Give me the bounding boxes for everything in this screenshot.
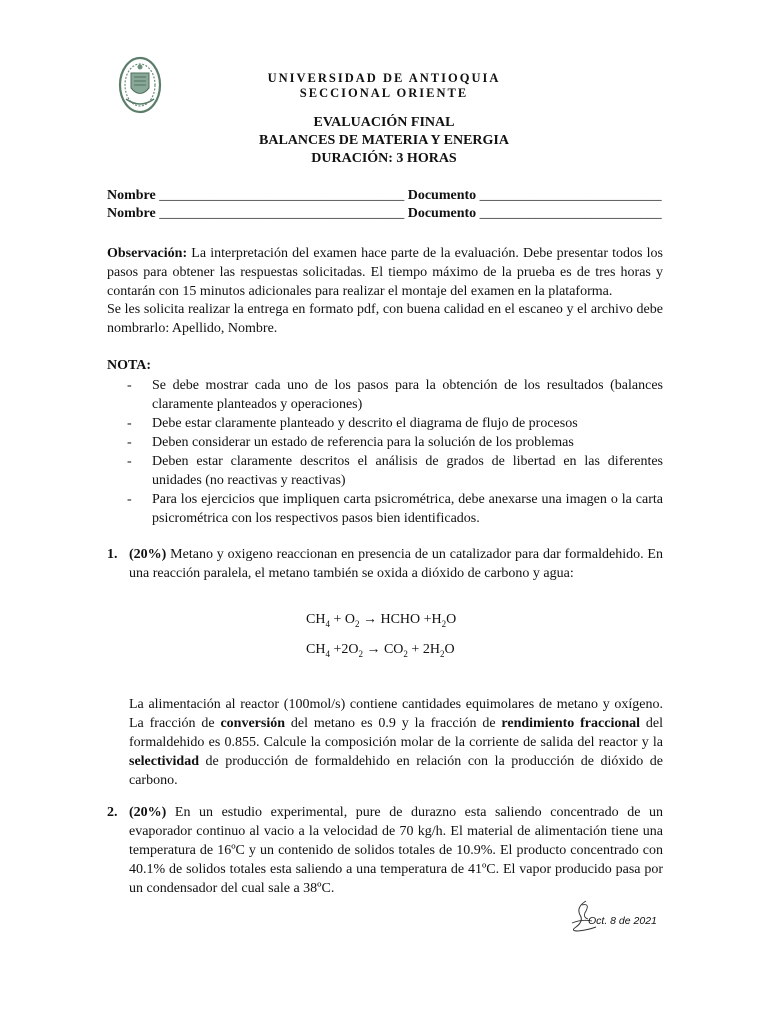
- list-item: [107, 433, 663, 452]
- document-label: Documento: [407, 188, 477, 203]
- question-number: 2.: [107, 805, 118, 820]
- eq-subscript: 2: [354, 618, 360, 629]
- nota-list: [107, 376, 663, 528]
- question-detail-text: [129, 695, 663, 790]
- eq-term: +2O: [329, 642, 359, 657]
- text-run: La alimentación al reactor (100mol/s) contiene cantidades equimolares de metano y oxígeno. La fracción de: [129, 697, 663, 731]
- question-1-detail: [107, 695, 663, 790]
- list-item-text: Para los ejercicios que impliquen carta psicrométrica, debe anexarse una imagen o la carta psicrométrica con los respectivos pasos bien identificados.: [152, 492, 663, 526]
- list-item: [107, 490, 663, 528]
- text-run: del formaldehido es 0.855. Calcule la composición molar de la corriente de salida del reactor y la: [129, 716, 663, 750]
- name-label: Nombre: [107, 188, 156, 203]
- question-text: [129, 545, 663, 583]
- exam-duration: DURACIÓN: 3 HORAS: [311, 151, 457, 166]
- name-blank[interactable]: ___________________________________: [159, 188, 405, 203]
- eq-term: → HCHO +H: [359, 612, 442, 627]
- question-text: [129, 803, 663, 898]
- submission-instructions: Se les solicita realizar la entrega en formato pdf, con buena calidad en el escaneo y el archivo debe nombrarlo: Apellido, Nombre.: [107, 302, 663, 336]
- observation-label: Observación:: [107, 246, 188, 261]
- question-weight: (20%): [129, 805, 167, 820]
- list-item-text: Debe estar claramente planteado y descrito el diagrama de flujo de procesos: [152, 416, 578, 431]
- question-number: 1.: [107, 547, 118, 562]
- eq-subscript: 2: [441, 618, 447, 629]
- question-1: [107, 545, 663, 583]
- list-item: [107, 414, 663, 433]
- text-run: de producción de formaldehido en relación con la producción de dióxido de carbono.: [129, 754, 663, 788]
- course-title: BALANCES DE MATERIA Y ENERGIA: [259, 133, 509, 148]
- name-line-2: [107, 206, 663, 222]
- name-line-1: [107, 188, 663, 204]
- document-blank[interactable]: __________________________: [479, 188, 662, 203]
- list-item: [107, 452, 663, 490]
- question-statement: En un estudio experimental, pure de durazno esta saliendo concentrado de un evaporador continuo al vacio a la velocidad de 70 kg/h. El material de alimentación tiene una temperatura de 16ºC y un contenido de solidos totales de 10.9%. El producto concentrado con 40.1% de solidos totales esta saliendo a una temperatura de 41ºC. El vapor producido pasa por un condensador del cual sale a 38ºC.: [129, 805, 663, 896]
- question-weight: (20%): [129, 547, 167, 562]
- university-name: UNIVERSIDAD DE ANTIOQUIA: [267, 71, 501, 85]
- eq-subscript: 2: [358, 648, 363, 659]
- eq-term: CH: [306, 612, 326, 627]
- eq-term: + 2H: [407, 642, 440, 657]
- name-label: Nombre: [107, 206, 156, 221]
- eq-term: CH: [306, 642, 326, 657]
- eq-term: O: [446, 612, 457, 627]
- eq-subscript: 2: [403, 648, 408, 659]
- signature-date: Oct. 8 de 2021: [588, 915, 657, 927]
- eq-term: → CO: [362, 642, 404, 657]
- bold-term: conversión: [220, 716, 285, 731]
- bold-term: rendimiento fraccional: [501, 716, 641, 731]
- question-2: [107, 803, 663, 898]
- eq-subscript: 2: [439, 648, 445, 659]
- eq-subscript: 4: [325, 648, 330, 659]
- exam-title: EVALUACIÓN FINAL: [313, 115, 455, 130]
- text-run: del metano es 0.9 y la fracción de: [285, 716, 502, 731]
- list-item-text: Deben estar claramente descritos el análisis de grados de libertad en las diferentes unidades (no reactivas y reactivas): [152, 454, 663, 488]
- eq-subscript: 4: [325, 618, 330, 629]
- eq-term: + O: [329, 612, 355, 627]
- list-item-text: Se debe mostrar cada uno de los pasos para la obtención de los resultados (balances claramente planteados y operaciones): [152, 378, 663, 412]
- observation-text: La interpretación del examen hace parte de la evaluación. Debe presentar todos los pasos para obtener las respuestas solicitadas. El tiempo máximo de la prueba es de tres horas y contarán con 15 minutos adicionales para realizar el montaje del examen en la plataforma.: [107, 246, 663, 299]
- list-dash: -: [127, 416, 132, 431]
- university-seal-icon: [118, 55, 162, 117]
- document-blank[interactable]: __________________________: [479, 206, 662, 221]
- reaction-equation-1: [306, 612, 456, 629]
- bold-term: selectividad: [129, 754, 199, 769]
- list-dash: -: [127, 378, 132, 393]
- list-item-text: Deben considerar un estado de referencia para la solución de los problemas: [152, 435, 574, 450]
- nota-heading: NOTA:: [107, 358, 152, 373]
- observation-paragraph: [107, 244, 663, 301]
- list-dash: -: [127, 454, 132, 469]
- list-item: [107, 376, 663, 414]
- eq-term: O: [444, 642, 455, 657]
- name-blank[interactable]: ___________________________________: [159, 206, 405, 221]
- document-label: Documento: [407, 206, 477, 221]
- question-statement: Metano y oxigeno reaccionan en presencia de un catalizador para dar formaldehido. En una reacción paralela, el metano también se oxida a dióxido de carbono y agua:: [129, 547, 663, 581]
- campus-name: SECCIONAL ORIENTE: [299, 86, 469, 100]
- list-dash: -: [127, 492, 132, 507]
- list-dash: -: [127, 435, 132, 450]
- reaction-equation-2: [306, 642, 455, 659]
